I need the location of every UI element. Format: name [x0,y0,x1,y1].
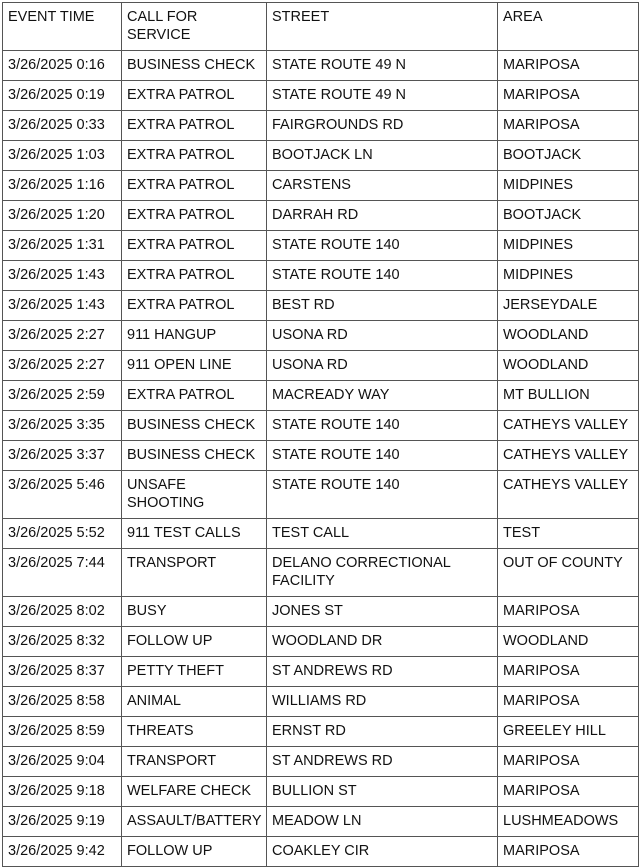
cell-event-time: 3/26/2025 9:18 [3,777,122,807]
table-row [3,777,639,807]
cell-street: USONA RD [267,321,498,351]
cell-street: WOODLAND DR [267,627,498,657]
header-call-for-service: CALL FOR SERVICE [122,3,267,51]
cell-event-time: 3/26/2025 8:58 [3,687,122,717]
cell-area: MARIPOSA [498,51,639,81]
cell-area: CATHEYS VALLEY [498,411,639,441]
call-log-table [2,2,639,867]
cell-area: BOOTJACK [498,201,639,231]
cell-area: WOODLAND [498,627,639,657]
cell-event-time: 3/26/2025 1:43 [3,261,122,291]
cell-event-time: 3/26/2025 8:32 [3,627,122,657]
cell-area: MARIPOSA [498,111,639,141]
cell-street: ST ANDREWS RD [267,657,498,687]
cell-event-time: 3/26/2025 1:03 [3,141,122,171]
cell-area: MARIPOSA [498,747,639,777]
cell-street: DARRAH RD [267,201,498,231]
cell-call-for-service: BUSINESS CHECK [122,441,267,471]
table-row [3,51,639,81]
table-row [3,717,639,747]
table-row [3,321,639,351]
cell-street: ST ANDREWS RD [267,747,498,777]
table-row [3,747,639,777]
cell-call-for-service: PETTY THEFT [122,657,267,687]
cell-area: MIDPINES [498,171,639,201]
table-row [3,351,639,381]
cell-street: STATE ROUTE 140 [267,261,498,291]
cell-street: DELANO CORRECTIONAL FACILITY [267,549,498,597]
table-row [3,141,639,171]
cell-area: MIDPINES [498,231,639,261]
cell-street: BEST RD [267,291,498,321]
cell-street: WILLIAMS RD [267,687,498,717]
cell-area: CATHEYS VALLEY [498,441,639,471]
cell-event-time: 3/26/2025 3:35 [3,411,122,441]
cell-event-time: 3/26/2025 1:16 [3,171,122,201]
cell-area: TEST [498,519,639,549]
cell-street: USONA RD [267,351,498,381]
table-row [3,81,639,111]
cell-street: JONES ST [267,597,498,627]
cell-area: MARIPOSA [498,777,639,807]
cell-call-for-service: BUSINESS CHECK [122,51,267,81]
table-row [3,471,639,519]
cell-area: MIDPINES [498,261,639,291]
header-row [3,3,639,51]
cell-call-for-service: BUSINESS CHECK [122,411,267,441]
cell-call-for-service: 911 HANGUP [122,321,267,351]
table-row [3,657,639,687]
cell-call-for-service: ASSAULT/BATTERY [122,807,267,837]
cell-call-for-service: EXTRA PATROL [122,141,267,171]
cell-street: COAKLEY CIR [267,837,498,867]
cell-event-time: 3/26/2025 7:44 [3,549,122,597]
table-row [3,381,639,411]
cell-call-for-service: TRANSPORT [122,747,267,777]
cell-street: FAIRGROUNDS RD [267,111,498,141]
cell-street: STATE ROUTE 49 N [267,51,498,81]
cell-call-for-service: FOLLOW UP [122,627,267,657]
cell-street: BULLION ST [267,777,498,807]
table-body [3,51,639,867]
cell-call-for-service: EXTRA PATROL [122,201,267,231]
cell-call-for-service: 911 TEST CALLS [122,519,267,549]
cell-street: MEADOW LN [267,807,498,837]
header-event-time: EVENT TIME [3,3,122,51]
cell-event-time: 3/26/2025 0:33 [3,111,122,141]
cell-area: JERSEYDALE [498,291,639,321]
cell-area: MARIPOSA [498,81,639,111]
cell-street: MACREADY WAY [267,381,498,411]
table-row [3,441,639,471]
table-row [3,597,639,627]
cell-call-for-service: WELFARE CHECK [122,777,267,807]
cell-event-time: 3/26/2025 8:59 [3,717,122,747]
table-header [3,3,639,51]
cell-street: STATE ROUTE 140 [267,471,498,519]
cell-event-time: 3/26/2025 1:43 [3,291,122,321]
table-row [3,837,639,867]
cell-call-for-service: ANIMAL [122,687,267,717]
cell-area: GREELEY HILL [498,717,639,747]
table-row [3,261,639,291]
cell-street: TEST CALL [267,519,498,549]
cell-street: STATE ROUTE 140 [267,411,498,441]
cell-event-time: 3/26/2025 9:19 [3,807,122,837]
header-area: AREA [498,3,639,51]
cell-event-time: 3/26/2025 9:04 [3,747,122,777]
table-row [3,111,639,141]
cell-area: MARIPOSA [498,687,639,717]
table-row [3,201,639,231]
cell-event-time: 3/26/2025 2:27 [3,321,122,351]
cell-call-for-service: EXTRA PATROL [122,261,267,291]
cell-event-time: 3/26/2025 8:02 [3,597,122,627]
cell-call-for-service: EXTRA PATROL [122,291,267,321]
cell-event-time: 3/26/2025 5:46 [3,471,122,519]
cell-call-for-service: FOLLOW UP [122,837,267,867]
cell-call-for-service: EXTRA PATROL [122,111,267,141]
cell-area: CATHEYS VALLEY [498,471,639,519]
cell-call-for-service: 911 OPEN LINE [122,351,267,381]
cell-area: MT BULLION [498,381,639,411]
cell-event-time: 3/26/2025 3:37 [3,441,122,471]
cell-street: CARSTENS [267,171,498,201]
table-row [3,687,639,717]
cell-area: OUT OF COUNTY [498,549,639,597]
cell-street: STATE ROUTE 140 [267,231,498,261]
table-row [3,291,639,321]
cell-street: ERNST RD [267,717,498,747]
cell-call-for-service: BUSY [122,597,267,627]
table-row [3,171,639,201]
cell-event-time: 3/26/2025 1:31 [3,231,122,261]
cell-call-for-service: TRANSPORT [122,549,267,597]
cell-call-for-service: EXTRA PATROL [122,231,267,261]
cell-call-for-service: THREATS [122,717,267,747]
cell-area: MARIPOSA [498,837,639,867]
cell-street: BOOTJACK LN [267,141,498,171]
cell-event-time: 3/26/2025 0:19 [3,81,122,111]
cell-event-time: 3/26/2025 5:52 [3,519,122,549]
table-row [3,549,639,597]
cell-event-time: 3/26/2025 2:59 [3,381,122,411]
cell-area: BOOTJACK [498,141,639,171]
cell-event-time: 3/26/2025 2:27 [3,351,122,381]
cell-event-time: 3/26/2025 1:20 [3,201,122,231]
cell-call-for-service: EXTRA PATROL [122,81,267,111]
table-row [3,411,639,441]
table-row [3,231,639,261]
cell-street: STATE ROUTE 49 N [267,81,498,111]
cell-area: MARIPOSA [498,657,639,687]
cell-area: WOODLAND [498,351,639,381]
cell-call-for-service: UNSAFE SHOOTING [122,471,267,519]
table-row [3,807,639,837]
cell-area: WOODLAND [498,321,639,351]
table-row [3,519,639,549]
cell-call-for-service: EXTRA PATROL [122,381,267,411]
table-row [3,627,639,657]
cell-area: LUSHMEADOWS [498,807,639,837]
cell-event-time: 3/26/2025 0:16 [3,51,122,81]
cell-event-time: 3/26/2025 9:42 [3,837,122,867]
cell-call-for-service: EXTRA PATROL [122,171,267,201]
cell-event-time: 3/26/2025 8:37 [3,657,122,687]
header-street: STREET [267,3,498,51]
cell-street: STATE ROUTE 140 [267,441,498,471]
cell-area: MARIPOSA [498,597,639,627]
